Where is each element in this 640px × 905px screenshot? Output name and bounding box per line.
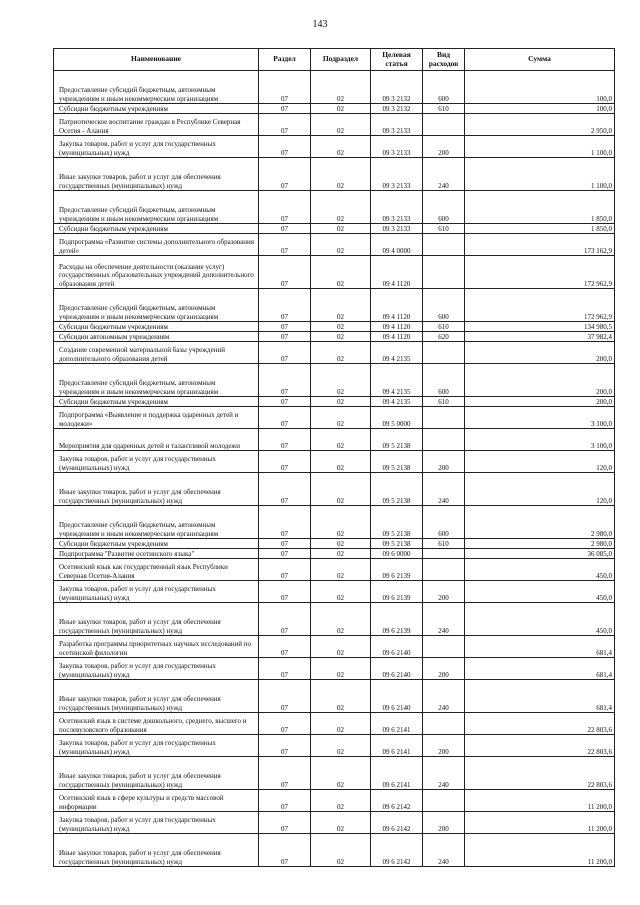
cell-subsection: 02 — [311, 429, 371, 451]
cell-sum: 3 100,0 — [465, 429, 615, 451]
cell-target: 09 6 2142 — [371, 790, 423, 812]
cell-subsection: 02 — [311, 114, 371, 136]
cell-target: 09 6 2141 — [371, 757, 423, 790]
cell-subsection: 02 — [311, 364, 371, 397]
table-row — [54, 549, 615, 559]
cell-sum: 2 980,0 — [465, 506, 615, 539]
cell-target: 09 5 2138 — [371, 539, 423, 549]
cell-subsection: 02 — [311, 332, 371, 342]
cell-name: Осетинский язык в системе дошкольного, среднего, высшего и послевузовского образования — [54, 713, 259, 735]
cell-type: 610 — [423, 224, 465, 234]
cell-type — [423, 713, 465, 735]
cell-section: 07 — [259, 636, 311, 658]
cell-subsection: 02 — [311, 322, 371, 332]
cell-target: 09 6 2141 — [371, 735, 423, 757]
cell-target: 09 6 2139 — [371, 603, 423, 636]
cell-name: Осетинский язык в сфере культуры и средств массовой информации — [54, 790, 259, 812]
cell-subsection: 02 — [311, 136, 371, 158]
cell-name: Иные закупки товаров, работ и услуг для обеспечения государственных (муниципальных) нужд — [54, 158, 259, 191]
cell-section: 07 — [259, 114, 311, 136]
table-row — [54, 757, 615, 790]
table-row — [54, 289, 615, 322]
cell-subsection: 02 — [311, 713, 371, 735]
cell-sum: 681,4 — [465, 636, 615, 658]
cell-section: 07 — [259, 158, 311, 191]
cell-subsection: 02 — [311, 451, 371, 473]
cell-type: 200 — [423, 812, 465, 834]
table-row — [54, 407, 615, 429]
cell-subsection: 02 — [311, 658, 371, 680]
cell-section: 07 — [259, 834, 311, 867]
table-row — [54, 191, 615, 224]
cell-name: Осетинский язык как государственный язык Республики Северная Осетия-Алания — [54, 559, 259, 581]
cell-name: Патриотическое воспитание граждан в Республике Северная Осетия - Алания — [54, 114, 259, 136]
table-row — [54, 397, 615, 407]
page-number: 143 — [312, 19, 328, 30]
cell-sum: 200,0 — [465, 397, 615, 407]
cell-target: 09 3 2132 — [371, 104, 423, 114]
table-row — [54, 342, 615, 364]
table-row — [54, 332, 615, 342]
cell-section: 07 — [259, 757, 311, 790]
cell-type: 600 — [423, 191, 465, 224]
header-name: Наименование — [54, 49, 259, 71]
cell-target: 09 4 1120 — [371, 256, 423, 289]
cell-target: 09 4 1120 — [371, 289, 423, 322]
cell-subsection: 02 — [311, 812, 371, 834]
table-row — [54, 713, 615, 735]
cell-target: 09 4 2135 — [371, 397, 423, 407]
cell-sum: 172 962,9 — [465, 289, 615, 322]
cell-name: Закупка товаров, работ и услуг для государственных (муниципальных) нужд — [54, 735, 259, 757]
cell-name: Предоставление субсидий бюджетным, автономным учреждениям и иным некоммерческим организациям — [54, 289, 259, 322]
cell-type: 200 — [423, 451, 465, 473]
table-row — [54, 114, 615, 136]
cell-target: 09 4 2135 — [371, 342, 423, 364]
cell-sum: 172 962,9 — [465, 256, 615, 289]
cell-sum: 450,0 — [465, 581, 615, 603]
cell-target: 09 3 2133 — [371, 224, 423, 234]
cell-target: 09 5 0000 — [371, 407, 423, 429]
cell-section: 07 — [259, 429, 311, 451]
cell-section: 07 — [259, 342, 311, 364]
cell-sum: 200,0 — [465, 364, 615, 397]
cell-subsection: 02 — [311, 735, 371, 757]
cell-section: 07 — [259, 234, 311, 256]
cell-section: 07 — [259, 559, 311, 581]
cell-subsection: 02 — [311, 473, 371, 506]
cell-sum: 1 100,0 — [465, 158, 615, 191]
cell-name: Закупка товаров, работ и услуг для государственных (муниципальных) нужд — [54, 581, 259, 603]
cell-name: Субсидии бюджетным учреждениям — [54, 397, 259, 407]
table-row — [54, 158, 615, 191]
table-row — [54, 224, 615, 234]
cell-name: Предоставление субсидий бюджетным, автономным учреждениям и иным некоммерческим организациям — [54, 71, 259, 104]
cell-section: 07 — [259, 322, 311, 332]
cell-target: 09 3 2133 — [371, 158, 423, 191]
cell-subsection: 02 — [311, 397, 371, 407]
cell-type: 600 — [423, 71, 465, 104]
table-row — [54, 680, 615, 713]
cell-name: Подпрограмма «Выявление и поддержка одаренных детей и молодежи» — [54, 407, 259, 429]
cell-type — [423, 342, 465, 364]
cell-name: Подпрограмма "Развитие осетинского языка" — [54, 549, 259, 559]
cell-name: Предоставление субсидий бюджетным, автономным учреждениям и иным некоммерческим организациям — [54, 364, 259, 397]
cell-type: 610 — [423, 539, 465, 549]
cell-name: Расходы на обеспечение деятельности (оказание услуг) государственных образовательных учреждений дополнительного образования детей — [54, 256, 259, 289]
cell-section: 07 — [259, 332, 311, 342]
cell-target: 09 3 2133 — [371, 136, 423, 158]
cell-sum: 36 085,0 — [465, 549, 615, 559]
cell-type — [423, 256, 465, 289]
cell-sum: 22 803,6 — [465, 735, 615, 757]
cell-name: Иные закупки товаров, работ и услуг для обеспечения государственных (муниципальных) нужд — [54, 603, 259, 636]
cell-name: Предоставление субсидий бюджетным, автономным учреждениям и иным некоммерческим организациям — [54, 506, 259, 539]
cell-section: 07 — [259, 735, 311, 757]
cell-type: 600 — [423, 506, 465, 539]
cell-section: 07 — [259, 256, 311, 289]
cell-name: Создание современной материальной базы учреждений дополнительного образования детей — [54, 342, 259, 364]
cell-section: 07 — [259, 104, 311, 114]
cell-type: 240 — [423, 603, 465, 636]
cell-sum: 1 100,0 — [465, 136, 615, 158]
cell-section: 07 — [259, 506, 311, 539]
cell-subsection: 02 — [311, 289, 371, 322]
cell-sum: 11 200,0 — [465, 834, 615, 867]
cell-section: 07 — [259, 549, 311, 559]
cell-sum: 173 162,9 — [465, 234, 615, 256]
table-row — [54, 136, 615, 158]
cell-name: Закупка товаров, работ и услуг для государственных (муниципальных) нужд — [54, 451, 259, 473]
cell-name: Закупка товаров, работ и услуг для государственных (муниципальных) нужд — [54, 136, 259, 158]
cell-section: 07 — [259, 713, 311, 735]
cell-section: 07 — [259, 364, 311, 397]
cell-subsection: 02 — [311, 581, 371, 603]
cell-type: 200 — [423, 581, 465, 603]
cell-section: 07 — [259, 658, 311, 680]
cell-section: 07 — [259, 680, 311, 713]
cell-subsection: 02 — [311, 834, 371, 867]
cell-target: 09 6 2142 — [371, 834, 423, 867]
cell-subsection: 02 — [311, 224, 371, 234]
cell-subsection: 02 — [311, 603, 371, 636]
cell-target: 09 6 2139 — [371, 559, 423, 581]
cell-name: Предоставление субсидий бюджетным, автономным учреждениям и иным некоммерческим организациям — [54, 191, 259, 224]
cell-subsection: 02 — [311, 234, 371, 256]
table-row — [54, 506, 615, 539]
table-row — [54, 790, 615, 812]
cell-target: 09 6 0000 — [371, 549, 423, 559]
budget-table — [53, 48, 615, 867]
table-row — [54, 322, 615, 332]
table-row — [54, 451, 615, 473]
table-row — [54, 104, 615, 114]
table-row — [54, 581, 615, 603]
cell-name: Мероприятия для одаренных детей и талантливой молодежи — [54, 429, 259, 451]
cell-section: 07 — [259, 136, 311, 158]
cell-target: 09 3 2132 — [371, 71, 423, 104]
cell-target: 09 4 1120 — [371, 332, 423, 342]
table-row — [54, 812, 615, 834]
cell-target: 09 6 2140 — [371, 636, 423, 658]
table-row — [54, 834, 615, 867]
cell-section: 07 — [259, 224, 311, 234]
cell-name: Субсидии бюджетным учреждениям — [54, 539, 259, 549]
cell-section: 07 — [259, 289, 311, 322]
cell-sum: 2 980,0 — [465, 539, 615, 549]
table-row — [54, 636, 615, 658]
table-row — [54, 735, 615, 757]
cell-name: Субсидии бюджетным учреждениям — [54, 104, 259, 114]
cell-sum: 22 803,6 — [465, 713, 615, 735]
cell-name: Иные закупки товаров, работ и услуг для обеспечения государственных (муниципальных) нужд — [54, 473, 259, 506]
cell-type: 610 — [423, 104, 465, 114]
cell-type — [423, 429, 465, 451]
cell-sum: 100,0 — [465, 71, 615, 104]
cell-type: 610 — [423, 397, 465, 407]
cell-target: 09 5 2138 — [371, 473, 423, 506]
cell-section: 07 — [259, 539, 311, 549]
cell-type: 600 — [423, 364, 465, 397]
table-row — [54, 539, 615, 549]
cell-section: 07 — [259, 191, 311, 224]
header-subsection: Подраздел — [311, 49, 371, 71]
cell-type: 200 — [423, 136, 465, 158]
cell-subsection: 02 — [311, 256, 371, 289]
cell-section: 07 — [259, 603, 311, 636]
cell-sum: 3 100,0 — [465, 407, 615, 429]
table-row — [54, 559, 615, 581]
cell-target: 09 6 2142 — [371, 812, 423, 834]
cell-subsection: 02 — [311, 757, 371, 790]
cell-sum: 120,0 — [465, 451, 615, 473]
cell-type: 240 — [423, 680, 465, 713]
table-row — [54, 473, 615, 506]
cell-sum: 134 980,5 — [465, 322, 615, 332]
cell-type: 620 — [423, 332, 465, 342]
cell-type: 200 — [423, 735, 465, 757]
cell-sum: 22 803,6 — [465, 757, 615, 790]
cell-target: 09 5 2138 — [371, 429, 423, 451]
cell-section: 07 — [259, 812, 311, 834]
cell-sum: 1 850,0 — [465, 224, 615, 234]
cell-name: Иные закупки товаров, работ и услуг для обеспечения государственных (муниципальных) нужд — [54, 680, 259, 713]
cell-type — [423, 790, 465, 812]
cell-type: 240 — [423, 473, 465, 506]
cell-name: Разработка программы приоритетных научных исследований по осетинской филологии — [54, 636, 259, 658]
table-header-row — [54, 49, 615, 71]
cell-target: 09 6 2141 — [371, 713, 423, 735]
cell-type — [423, 559, 465, 581]
cell-target: 09 4 2135 — [371, 364, 423, 397]
cell-subsection: 02 — [311, 549, 371, 559]
cell-target: 09 6 2140 — [371, 680, 423, 713]
cell-target: 09 5 2138 — [371, 451, 423, 473]
cell-subsection: 02 — [311, 71, 371, 104]
cell-subsection: 02 — [311, 191, 371, 224]
cell-target: 09 6 2139 — [371, 581, 423, 603]
cell-sum: 11 200,0 — [465, 790, 615, 812]
header-target: Целевая статья — [371, 49, 423, 71]
cell-sum: 37 982,4 — [465, 332, 615, 342]
cell-sum: 200,0 — [465, 342, 615, 364]
cell-section: 07 — [259, 451, 311, 473]
cell-subsection: 02 — [311, 407, 371, 429]
cell-section: 07 — [259, 407, 311, 429]
cell-section: 07 — [259, 397, 311, 407]
cell-type — [423, 636, 465, 658]
cell-type: 200 — [423, 658, 465, 680]
cell-sum: 11 200,0 — [465, 812, 615, 834]
cell-subsection: 02 — [311, 506, 371, 539]
cell-subsection: 02 — [311, 636, 371, 658]
cell-target: 09 3 2133 — [371, 114, 423, 136]
table-row — [54, 603, 615, 636]
cell-type: 600 — [423, 289, 465, 322]
cell-subsection: 02 — [311, 342, 371, 364]
header-section: Раздел — [259, 49, 311, 71]
cell-type — [423, 549, 465, 559]
cell-subsection: 02 — [311, 790, 371, 812]
cell-name: Иные закупки товаров, работ и услуг для обеспечения государственных (муниципальных) нужд — [54, 757, 259, 790]
cell-section: 07 — [259, 71, 311, 104]
cell-name: Иные закупки товаров, работ и услуг для обеспечения государственных (муниципальных) нужд — [54, 834, 259, 867]
cell-section: 07 — [259, 790, 311, 812]
cell-target: 09 4 1120 — [371, 322, 423, 332]
table-row — [54, 658, 615, 680]
cell-type: 240 — [423, 834, 465, 867]
table-row — [54, 256, 615, 289]
cell-type — [423, 114, 465, 136]
table-row — [54, 71, 615, 104]
cell-sum: 2 950,0 — [465, 114, 615, 136]
cell-name: Субсидии бюджетным учреждениям — [54, 224, 259, 234]
cell-sum: 450,0 — [465, 603, 615, 636]
cell-type: 610 — [423, 322, 465, 332]
cell-target: 09 6 2140 — [371, 658, 423, 680]
cell-type: 240 — [423, 158, 465, 191]
cell-subsection: 02 — [311, 158, 371, 191]
cell-subsection: 02 — [311, 539, 371, 549]
header-type: Вид расходов — [423, 49, 465, 71]
table-row — [54, 234, 615, 256]
cell-sum: 120,0 — [465, 473, 615, 506]
cell-section: 07 — [259, 473, 311, 506]
cell-subsection: 02 — [311, 680, 371, 713]
cell-name: Закупка товаров, работ и услуг для государственных (муниципальных) нужд — [54, 658, 259, 680]
cell-name: Закупка товаров, работ и услуг для государственных (муниципальных) нужд — [54, 812, 259, 834]
table-row — [54, 429, 615, 451]
cell-sum: 681,4 — [465, 680, 615, 713]
cell-type — [423, 407, 465, 429]
cell-sum: 450,0 — [465, 559, 615, 581]
cell-name: Подпрограмма «Развитие системы дополнительного образования детей» — [54, 234, 259, 256]
cell-target: 09 4 0000 — [371, 234, 423, 256]
cell-section: 07 — [259, 581, 311, 603]
cell-subsection: 02 — [311, 559, 371, 581]
table-body — [54, 71, 615, 867]
cell-target: 09 5 2138 — [371, 506, 423, 539]
table-row — [54, 364, 615, 397]
cell-sum: 1 850,0 — [465, 191, 615, 224]
header-sum: Сумма — [465, 49, 615, 71]
cell-name: Субсидии автономным учреждениям — [54, 332, 259, 342]
cell-sum: 681,4 — [465, 658, 615, 680]
cell-target: 09 3 2133 — [371, 191, 423, 224]
cell-name: Субсидии бюджетным учреждениям — [54, 322, 259, 332]
cell-sum: 100,0 — [465, 104, 615, 114]
cell-subsection: 02 — [311, 104, 371, 114]
cell-type — [423, 234, 465, 256]
cell-type: 240 — [423, 757, 465, 790]
